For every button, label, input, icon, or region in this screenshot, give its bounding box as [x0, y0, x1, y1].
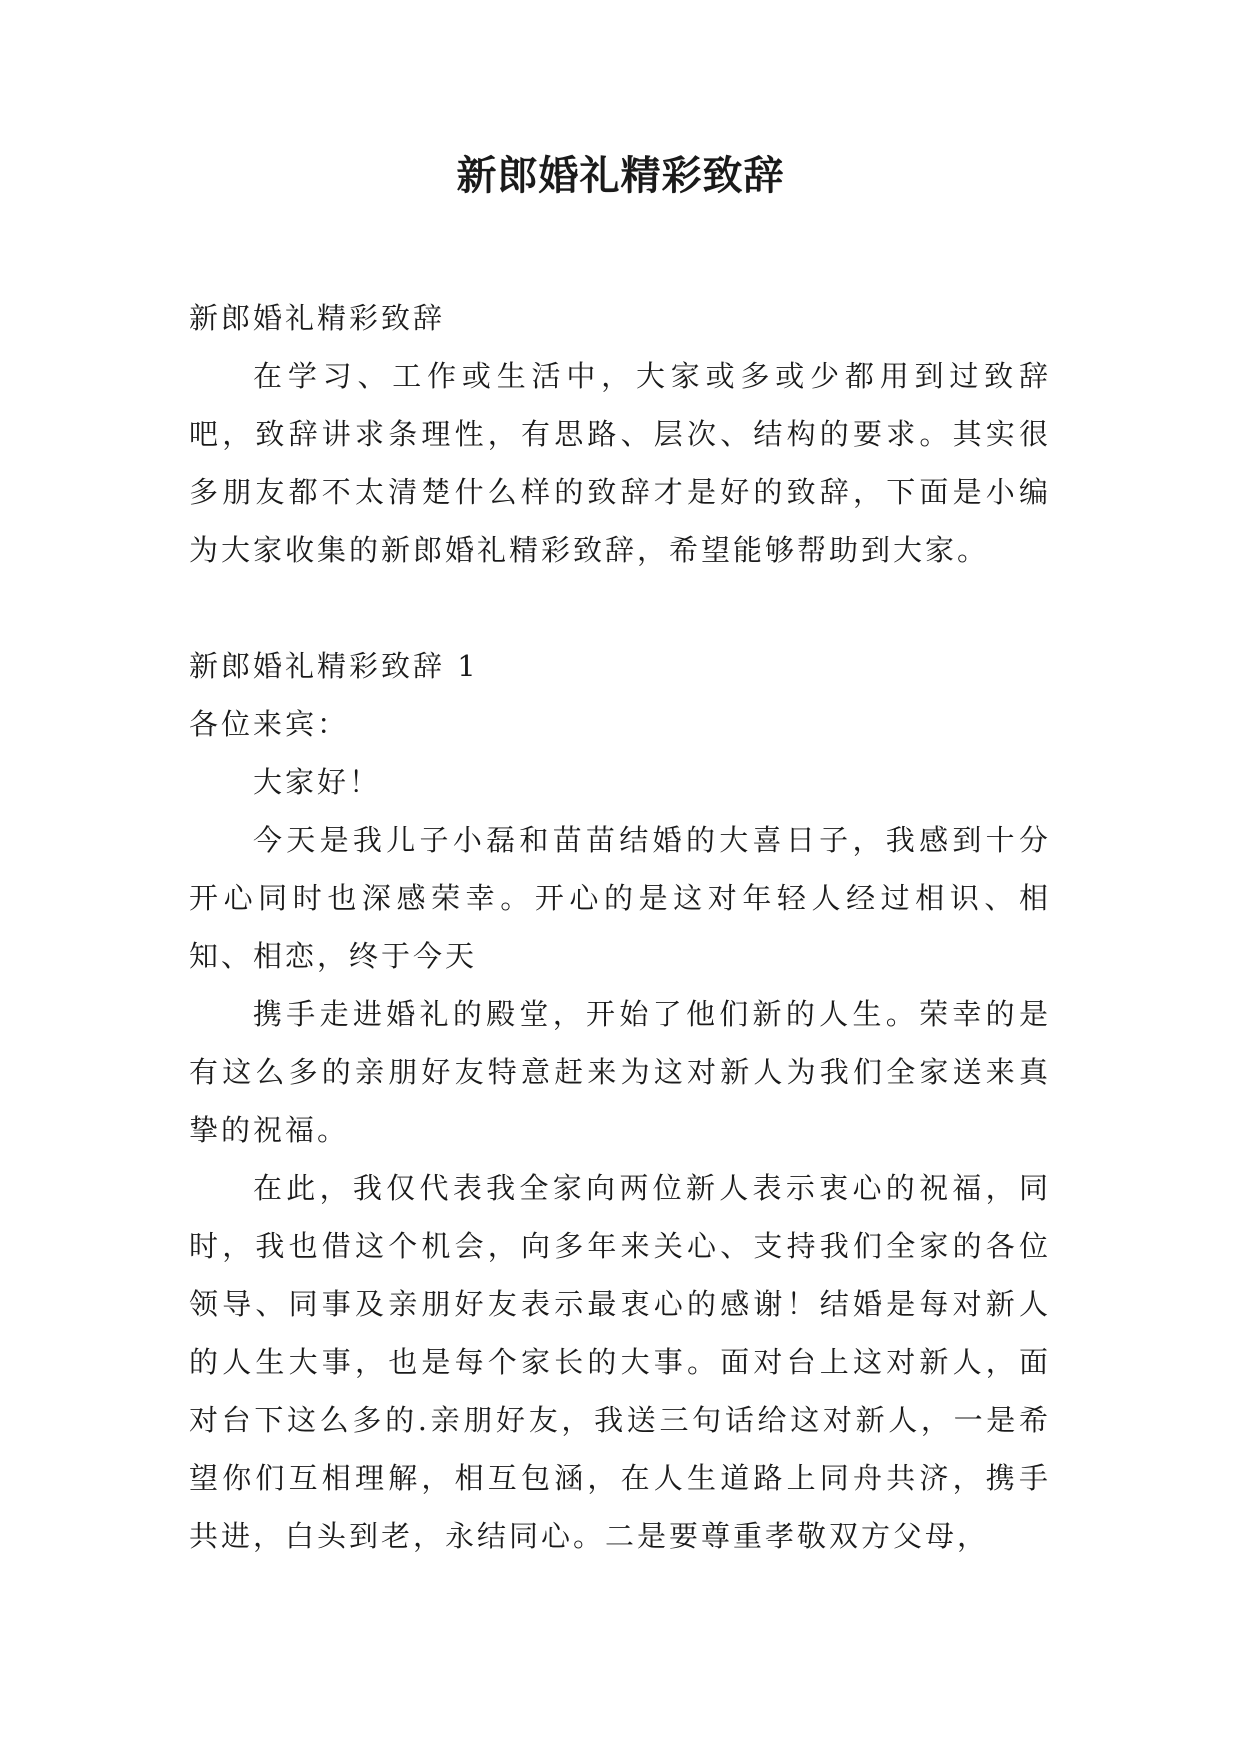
section-heading: 新郎婚礼精彩致辞 1: [189, 649, 479, 683]
paragraph-gap: [189, 579, 1051, 637]
body-paragraph: 在此，我仅代表我全家向两位新人表示衷心的祝福，同时，我也借这个机会，向多年来关心、支持我们全家的各位领导、同事及亲朋好友表示最衷心的感谢！结婚是每对新人的人生大事，也是每个家长的大事。面对台上这对新人，面对台下这么多的.亲朋好友，我送三句话给这对新人，一是希望你们互相理解，相互包涵，在人生道路上同舟共济，携手共进，白头到老，永结同心。二是要尊重孝敬双方父母，: [189, 1171, 1051, 1553]
intro-paragraph: 在学习、工作或生活中，大家或多或少都用到过致辞吧，致辞讲求条理性，有思路、层次、结构的要求。其实很多朋友都不太清楚什么样的致辞才是好的致辞，下面是小编为大家收集的新郎婚礼精彩致辞，希望能够帮助到大家。: [189, 359, 1051, 567]
salutation: 各位来宾：: [189, 707, 350, 741]
document-body: [189, 289, 1051, 1565]
subtitle-line: 新郎婚礼精彩致辞: [189, 301, 446, 335]
body-paragraph: 今天是我儿子小磊和苗苗结婚的大喜日子，我感到十分开心同时也深感荣幸。开心的是这对年轻人经过相识、相知、相恋，终于今天: [189, 823, 1051, 973]
body-paragraph: 携手走进婚礼的殿堂，开始了他们新的人生。荣幸的是有这么多的亲朋好友特意赶来为这对新人为我们全家送来真挚的祝福。: [189, 997, 1051, 1147]
document-title: 新郎婚礼精彩致辞: [456, 152, 785, 199]
greeting: 大家好！: [253, 765, 382, 799]
